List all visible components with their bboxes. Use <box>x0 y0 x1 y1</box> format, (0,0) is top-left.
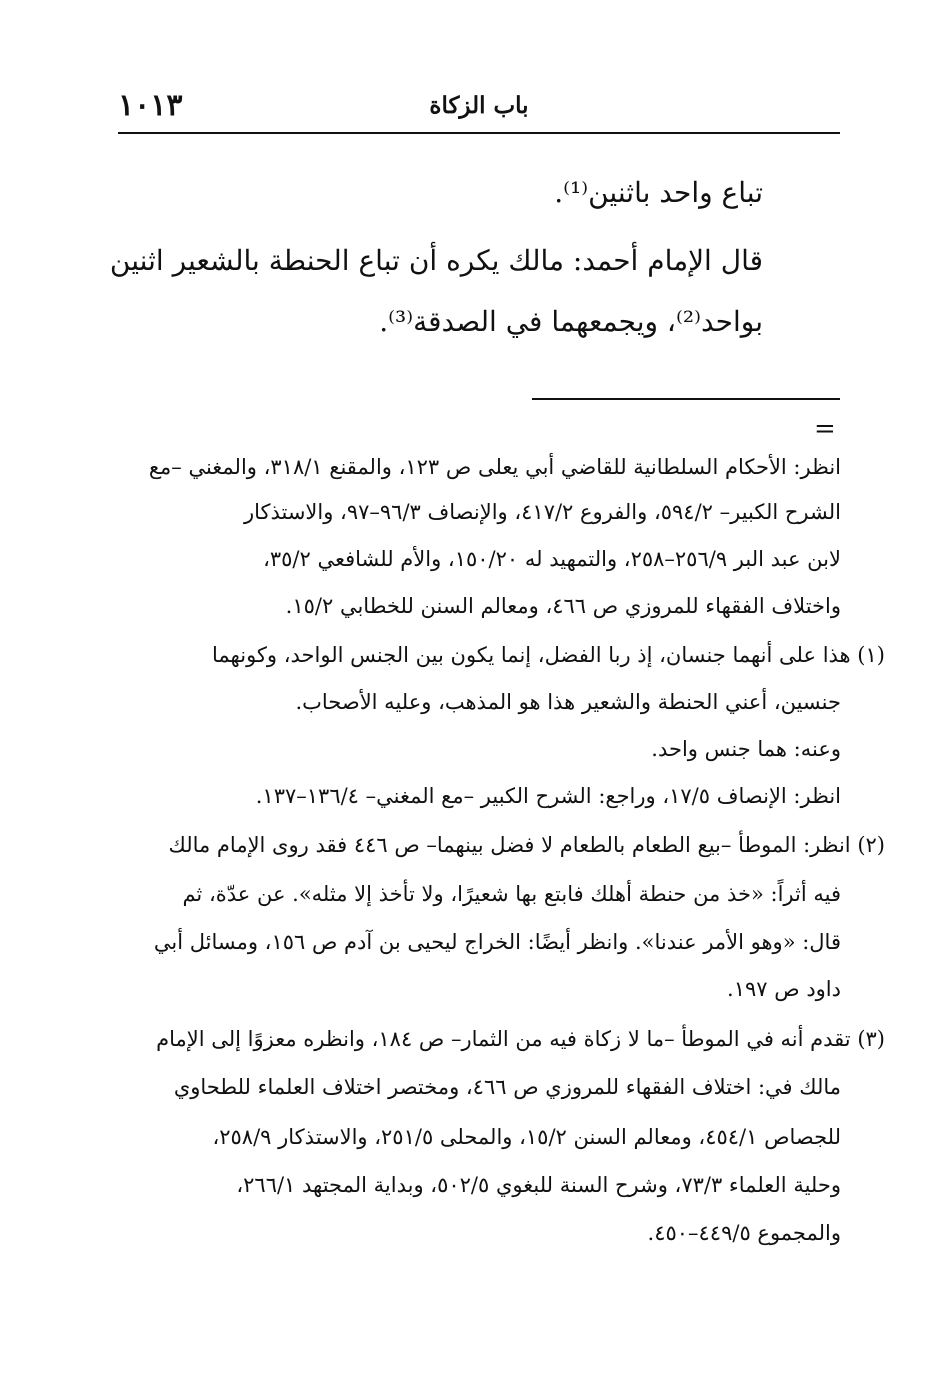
footnote-line: قال: «وهو الأمر عندنا». وانظر أيضًا: الخراج ليحيى بن آدم ص ١٥٦، ومسائل أبي <box>153 930 841 954</box>
footnote-line: جنسين، أعني الحنطة والشعير هذا هو المذهب، وعليه الأصحاب. <box>295 690 841 714</box>
footnote-line: والمجموع ٤٤٩/٥–٤٥٠. <box>647 1221 841 1245</box>
footnote-line: انظر: الإنصاف ١٧/٥، وراجع: الشرح الكبير –مع المغني– ١٣٦/٤–١٣٧. <box>255 784 841 808</box>
footnote-3: (٣) تقدم أنه في الموطأ –ما لا زكاة فيه من الثمار– ص ١٨٤، وانظره معزوًا إلى الإمام <box>156 1027 885 1051</box>
footnote-line: فيه أثراً: «خذ من حنطة أهلك فابتع بها شعيرًا، ولا تأخذ إلا مثله». عن عدّة، ثم <box>182 882 841 906</box>
footnote-line: انظر: الأحكام السلطانية للقاضي أبي يعلى ص ١٢٣، والمقنع ٣١٨/١، والمغني –مع <box>148 455 841 479</box>
footnote-1: (١) هذا على أنهما جنسان، إذ ربا الفضل، إنما يكون بين الجنس الواحد، وكونهما <box>212 643 885 667</box>
page-number: ١٠١٣ <box>118 88 183 123</box>
footnote-line: للجصاص ٤٥٤/١، ومعالم السنن ١٥/٢، والمحلى ٢٥١/٥، والاستذكار ٢٥٨/٩، <box>212 1125 841 1149</box>
footnote-line: الشرح الكبير– ٥٩٤/٢، والفروع ٤١٧/٢، والإنصاف ٩٦/٣–٩٧، والاستذكار <box>243 500 841 524</box>
running-header <box>118 88 840 134</box>
footnote-line: وعنه: هما جنس واحد. <box>651 737 841 761</box>
main-text-line: تباع واحد باثنين⁽¹⁾. <box>554 176 763 209</box>
continuation-mark: = <box>814 414 836 444</box>
footnote-line: واختلاف الفقهاء للمروزي ص ٤٦٦، ومعالم السنن للخطابي ١٥/٢. <box>285 594 841 618</box>
footnote-line: لابن عبد البر ٢٥٦/٩–٢٥٨، والتمهيد له ١٥٠/٢٠، والأم للشافعي ٣٥/٢، <box>263 547 841 571</box>
main-text-line: قال الإمام أحمد: مالك يكره أن تباع الحنطة بالشعير اثنين <box>109 244 763 277</box>
footnote-line: مالك في: اختلاف الفقهاء للمروزي ص ٤٦٦، ومختصر اختلاف العلماء للطحاوي <box>173 1075 841 1099</box>
main-text-line: بواحد⁽²⁾، ويجمعهما في الصدقة⁽³⁾. <box>379 305 763 338</box>
footnote-separator <box>532 398 840 400</box>
chapter-title: باب الزكاة <box>429 92 529 119</box>
footnote-line: داود ص ١٩٧. <box>727 977 841 1001</box>
footnote-line: وحلية العلماء ٧٣/٣، وشرح السنة للبغوي ٥٠٢/٥، وبداية المجتهد ٢٦٦/١، <box>236 1173 841 1197</box>
footnote-2: (٢) انظر: الموطأ –بيع الطعام بالطعام لا فضل بينهما– ص ٤٤٦ فقد روى الإمام مالك <box>168 833 885 857</box>
